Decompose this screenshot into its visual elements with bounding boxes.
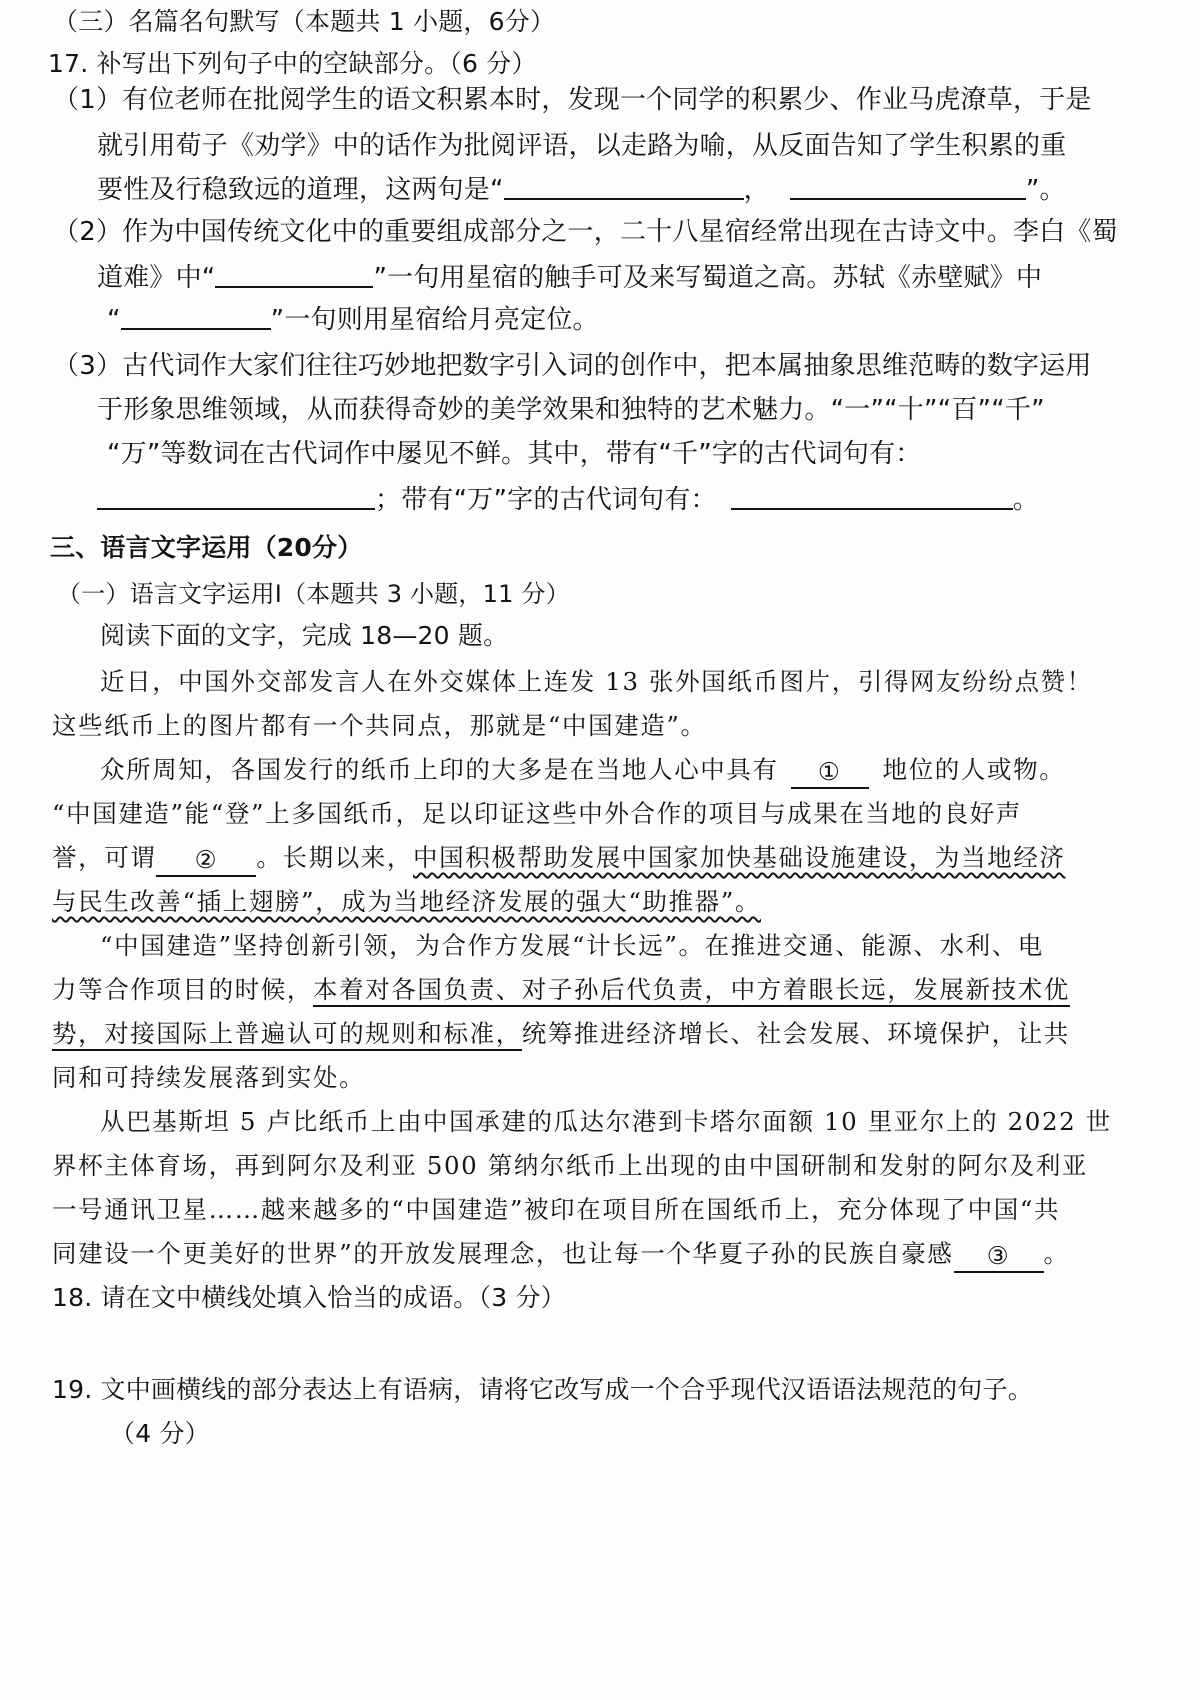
passage-line-9 [52, 1016, 1070, 1052]
q17-part3-line3: “万”等数词在古代词作中屡见不鲜。其中，带有“千”字的古代词句有： [107, 439, 922, 469]
q17-part1-line3-text: 要性及行稳致远的道理，这两句是“ [97, 175, 504, 205]
q17-part1-comma: ， [743, 175, 770, 205]
q17-answer-blank-6[interactable] [731, 482, 1013, 510]
passage-line-8 [52, 972, 1070, 1008]
q18-prompt: 18. 请在文中横线处填入恰当的成语。（3 分） [52, 1283, 566, 1312]
q17-part3-line1: （3）古代词作大家们往往巧妙地把数字引入词的创作中，把本属抽象思维范畴的数字运用 [53, 351, 1092, 381]
q17-part2-line2-rest: ”一句用星宿的触手可及来写蜀道之高。苏轼《赤壁赋》中 [373, 263, 1043, 293]
section-heading-ming-pian: （三）名篇名句默写（本题共 1 小题，6分） [53, 7, 556, 36]
passage-blank-2[interactable]: ② [156, 845, 256, 877]
q17-part1-line3 [97, 172, 1066, 208]
passage-line-9-tail: 统筹推进经济增长、社会发展、环境保护，让共 [521, 1019, 1070, 1048]
passage-line-14-end: 。 [1043, 1239, 1070, 1268]
passage-line-7: “中国建造”坚持创新引领，为合作方发展“计长远”。在推进交通、能源、水利、电 [100, 931, 1044, 960]
passage-line-5 [52, 840, 1066, 877]
passage-line-5-mid: 。长期以来， [256, 843, 414, 872]
wavy-underlined-sentence-part2: 与民生改善“插上翅膀”，成为当地经济发展的强大“助推器”。 [52, 887, 761, 916]
passage-line-3 [100, 752, 1065, 789]
passage-line-10: 同和可持续发展落到实处。 [52, 1063, 366, 1092]
q17-part2-line2 [97, 260, 1042, 296]
section3-subheading: （一）语言文字运用Ⅰ（本题共 3 小题，11 分） [57, 580, 570, 608]
q17-part2-line1: （2）作为中国传统文化中的重要组成部分之一，二十八星宿经常出现在古诗文中。李白《蜀 [53, 217, 1118, 247]
passage-blank-1[interactable]: ① [791, 757, 869, 789]
q19-prompt-line1: 19. 文中画横线的部分表达上有语病，请将它改写成一个合乎现代汉语语法规范的句子。 [52, 1375, 1033, 1404]
passage-line-5-lead: 誉，可谓 [52, 843, 157, 872]
passage-line-4: “中国建造”能“登”上多国纸币，足以印证这些中外合作的项目与成果在当地的良好声 [52, 799, 1022, 828]
q17-answer-blank-4[interactable] [121, 302, 271, 330]
q19-prompt-line2: （4 分） [110, 1419, 210, 1448]
q17-answer-blank-1[interactable] [504, 172, 744, 200]
q17-part3-line4 [97, 482, 1039, 518]
passage-line-3-lead: 众所周知，各国发行的纸币上印的大多是在当地人心中具有 [100, 755, 779, 784]
q17-part1-line2: 就引用荀子《劝学》中的话作为批阅评语，以走路为喻，从反面告知了学生积累的重 [97, 131, 1067, 161]
underlined-sentence-part2: 势，对接国际上普遍认可的规则和标准， [52, 1019, 522, 1051]
passage-line-13: 一号通讯卫星……越来越多的“中国建造”被印在项目所在国纸币上，充分体现了中国“共 [52, 1195, 1061, 1224]
wavy-underlined-sentence-part1: 中国积极帮助发展中国家加快基础设施建设，为当地经济 [413, 843, 1066, 872]
passage-line-8-lead: 力等合作项目的时候， [52, 975, 313, 1004]
q17-part2-line3-rest: ”一句则用星宿给月亮定位。 [270, 305, 599, 335]
q17-part1-close-quote: ”。 [1025, 175, 1066, 205]
q17-part2-line3-open-quote: “ [107, 305, 121, 335]
underlined-sentence-part1: 本着对各国负责、对子孙后代负责，中方着眼长远，发展新技术优 [313, 975, 1070, 1007]
q17-answer-blank-2[interactable] [790, 172, 1026, 200]
q17-title: 17. 补写出下列句子中的空缺部分。（6 分） [48, 49, 537, 78]
q17-answer-blank-3[interactable] [215, 260, 373, 288]
q17-part3-line4-mid: ；带有“万”字的古代词句有： [375, 485, 717, 515]
q17-part1-line1: （1）有位老师在批阅学生的语文积累本时，发现一个同学的积累少、作业马虎潦草，于是 [53, 85, 1092, 115]
q17-part3-line4-end: 。 [1012, 485, 1039, 515]
q17-part3-line2: 于形象思维领域，从而获得奇妙的美学效果和独特的艺术魅力。“一”“十”“百”“千” [97, 395, 1045, 425]
passage-line-1: 近日，中国外交部发言人在外交媒体上连发 13 张外国纸币图片，引得网友纷纷点赞！ [100, 667, 1093, 696]
q17-answer-blank-5[interactable] [97, 482, 375, 510]
passage-line-6 [52, 884, 761, 920]
passage-line-11: 从巴基斯坦 5 卢比纸币上由中国承建的瓜达尔港到卡塔尔面额 10 里亚尔上的 2022 世 [100, 1107, 1112, 1136]
q17-part2-line2-lead: 道难》中“ [97, 263, 216, 293]
passage-line-14 [52, 1236, 1070, 1273]
section3-heading: 三、语言文字运用（20分） [50, 533, 363, 562]
passage-line-3-tail: 地位的人或物。 [882, 755, 1066, 784]
reading-instruction: 阅读下面的文字，完成 18—20 题。 [100, 621, 509, 650]
passage-line-12: 界杯主体育场，再到阿尔及利亚 500 第纳尔纸币上出现的由中国研制和发射的阿尔及利亚 [52, 1151, 1089, 1180]
passage-line-14-lead: 同建设一个更美好的世界”的开放发展理念，也让每一个华夏子孙的民族自豪感 [52, 1239, 954, 1268]
passage-blank-3[interactable]: ③ [954, 1241, 1044, 1273]
q17-part2-line3 [107, 302, 599, 338]
passage-line-2: 这些纸币上的图片都有一个共同点，那就是“中国建造”。 [52, 711, 707, 740]
